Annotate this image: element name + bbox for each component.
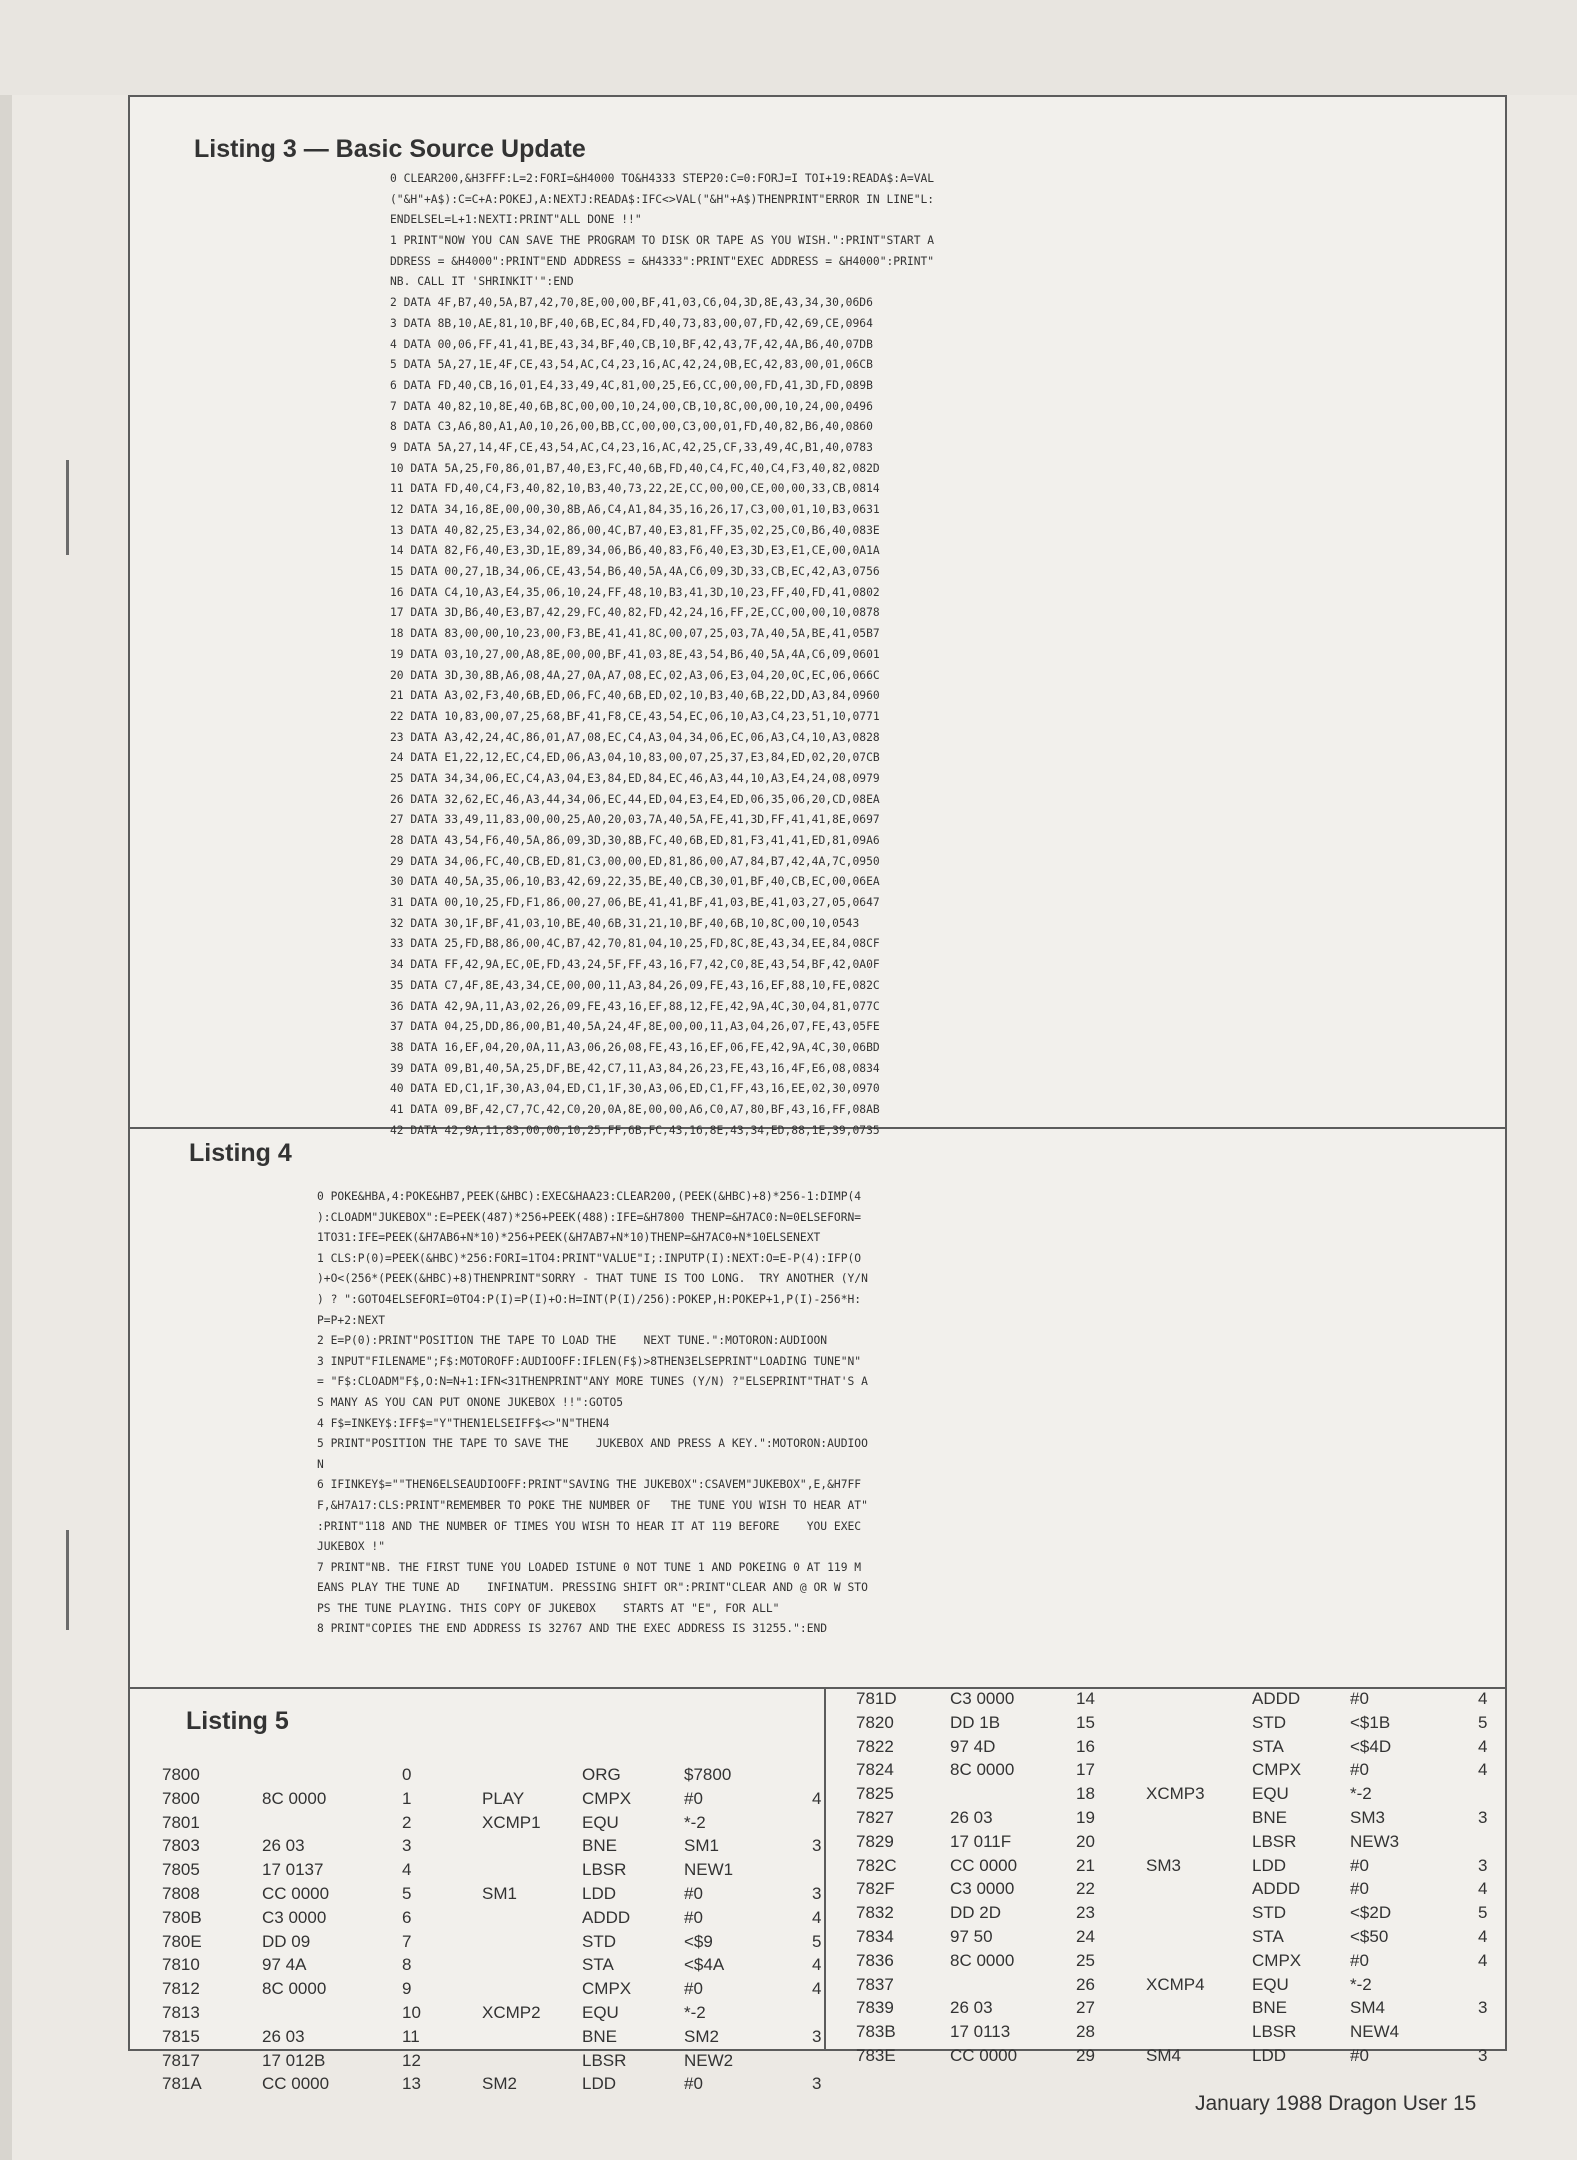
code-line: 25 DATA 34,34,06,EC,C4,A3,04,E3,84,ED,84,EC,46,A3,44,10,A3,E4,24,08,0979 [390, 771, 880, 785]
code-line: )+O<(256*(PEEK(&HBC)+8)THENPRINT"SORRY - THAT TUNE IS TOO LONG. TRY ANOTHER (Y/N [317, 1272, 868, 1286]
table-row [162, 1884, 847, 1908]
operand-cell: NEW4 [1350, 2022, 1400, 2042]
operand-cell: SM1 [684, 1836, 719, 1856]
operand-cell: NEW3 [1350, 1831, 1400, 1851]
code-line: 39 DATA 09,B1,40,5A,25,DF,BE,42,C7,11,A3,84,26,23,FE,43,16,4F,E6,08,0834 [390, 1061, 880, 1075]
mnemonic-cell: BNE [582, 2026, 617, 2046]
line-number-cell: 7 [402, 1931, 412, 1951]
table-row [162, 1932, 847, 1956]
opcode-cell: 8C 0000 [262, 1788, 327, 1808]
line-number-cell: 25 [1076, 1950, 1095, 1970]
address-cell: 780B [162, 1907, 202, 1927]
operand-cell: *-2 [684, 1812, 706, 1832]
cycles-cell: 4 [1478, 1689, 1488, 1708]
code-line: 22 DATA 10,83,00,07,25,68,BF,41,F8,CE,43,54,EC,06,10,A3,C4,23,51,10,0771 [390, 709, 880, 723]
table-row [856, 1689, 1488, 1713]
code-line: 0 POKE&HBA,4:POKE&HB7,PEEK(&HBC):EXEC&HAA23:CLEAR200,(PEEK(&HBC)+8)*256-1:DIMP(4 [317, 1190, 862, 1203]
line-number-cell: 23 [1076, 1903, 1095, 1923]
line-number-cell: 12 [402, 2050, 421, 2070]
cycles-cell: 3 [812, 2026, 822, 2046]
mnemonic-cell: STD [582, 1931, 616, 1951]
line-number-cell: 8 [402, 1955, 412, 1975]
operand-cell: SM3 [1350, 1807, 1385, 1827]
line-number-cell: 18 [1076, 1784, 1095, 1804]
operand-cell: <$9 [684, 1931, 713, 1951]
cycles-cell: 4 [812, 1788, 822, 1808]
code-line: JUKEBOX !" [317, 1540, 386, 1554]
operand-cell: #0 [1350, 1855, 1369, 1875]
line-number-cell: 19 [1076, 1807, 1095, 1827]
cycles-cell: 3 [812, 2074, 822, 2094]
label-cell: SM2 [482, 2074, 517, 2094]
line-number-cell: 15 [1076, 1712, 1095, 1732]
label-cell: PLAY [482, 1788, 525, 1808]
top-margin [0, 0, 1577, 95]
code-line: 21 DATA A3,02,F3,40,6B,ED,06,FC,40,6B,ED,02,10,B3,40,6B,22,DD,A3,84,0960 [390, 689, 880, 703]
line-number-cell: 3 [402, 1836, 412, 1856]
address-cell: 7801 [162, 1812, 200, 1832]
mnemonic-cell: ADDD [582, 1907, 631, 1927]
listings-panel [128, 95, 1507, 2094]
address-cell: 7836 [856, 1950, 894, 1970]
code-line: 4 DATA 00,06,FF,41,41,BE,43,34,BF,40,CB,10,BF,42,43,7F,42,4A,B6,40,07DB [390, 337, 873, 351]
cycles-cell: 5 [812, 1931, 822, 1951]
code-line: 19 DATA 03,10,27,00,A8,8E,00,00,BF,41,03,8E,43,54,B6,40,5A,4A,C6,09,0601 [390, 647, 880, 661]
address-cell: 783E [856, 2045, 896, 2065]
code-line: 1TO31:IFE=PEEK(&H7AB6+N*10)*256+PEEK(&H7AB7+N*10)THENP=&H7AC0+N*10ELSENEXT [317, 1231, 821, 1245]
address-cell: 7812 [162, 1979, 200, 1999]
table-row [162, 1955, 847, 1979]
mnemonic-cell: CMPX [582, 1979, 632, 1999]
operand-cell: <$1B [1350, 1712, 1391, 1732]
operand-cell: #0 [1350, 2045, 1369, 2065]
line-number-cell: 26 [1076, 1974, 1095, 1994]
operand-cell: #0 [1350, 1689, 1369, 1708]
line-number-cell: 4 [402, 1860, 412, 1880]
code-line: 13 DATA 40,82,25,E3,34,02,86,00,4C,B7,40,E3,81,FF,35,02,25,C0,B6,40,083E [390, 523, 880, 537]
address-cell: 780E [162, 1931, 202, 1951]
table-row [856, 1855, 1488, 1880]
address-cell: 7829 [856, 1831, 894, 1851]
mnemonic-cell: EQU [1252, 1784, 1289, 1804]
cycles-cell: 4 [812, 1979, 822, 1999]
address-cell: 781A [162, 2074, 202, 2094]
code-line: 1 CLS:P(0)=PEEK(&HBC)*256:FORI=1TO4:PRINT"VALUE"I;:INPUTP(I):NEXT:O=E-P(4):IFP(O [317, 1251, 862, 1265]
code-line: 14 DATA 82,F6,40,E3,3D,1E,89,34,06,B6,40,83,F6,40,E3,3D,E3,E1,CE,00,0A1A [390, 544, 880, 558]
operand-cell: #0 [684, 1883, 703, 1903]
table-row [162, 1979, 847, 2003]
mnemonic-cell: ORG [582, 1765, 621, 1784]
cycles-cell: 4 [1478, 1950, 1488, 1970]
code-line: 0 CLEAR200,&H3FFF:L=2:FORI=&H4000 TO&H4333 STEP20:C=0:FORJ=I TOI+19:READA$:A=VAL [390, 172, 935, 185]
mnemonic-cell: STA [1252, 1926, 1284, 1946]
label-cell: SM1 [482, 1883, 517, 1903]
code-line: F,&H7A17:CLS:PRINT"REMEMBER TO POKE THE NUMBER OF THE TUNE YOU WISH TO HEAR AT" [317, 1498, 868, 1512]
code-line: PS THE TUNE PLAYING. THIS COPY OF JUKEBOX STARTS AT "E", FOR ALL" [317, 1601, 780, 1615]
address-cell: 7803 [162, 1836, 200, 1856]
cycles-cell: 4 [1478, 1760, 1488, 1780]
code-line: 12 DATA 34,16,8E,00,00,30,8B,A6,C4,A1,84,35,16,26,17,C3,00,01,10,B3,0631 [390, 503, 880, 516]
line-number-cell: 29 [1076, 2045, 1095, 2065]
listing4-code [317, 1187, 868, 1640]
staple-mark-lower [66, 1530, 69, 1630]
table-row [162, 2074, 847, 2098]
mnemonic-cell: EQU [1252, 1974, 1289, 1994]
address-cell: 7824 [856, 1760, 894, 1780]
mnemonic-cell: STD [1252, 1712, 1286, 1732]
label-cell: XCMP2 [482, 2002, 541, 2022]
code-line: EANS PLAY THE TUNE AD INFINATUM. PRESSING SHIFT OR":PRINT"CLEAR AND @ OR W STO [317, 1581, 868, 1595]
line-number-cell: 0 [402, 1765, 412, 1784]
line-number-cell: 16 [1076, 1736, 1095, 1756]
opcode-cell: DD 2D [950, 1903, 1002, 1923]
code-line: 27 DATA 33,49,11,83,00,00,25,A0,20,03,7A,40,5A,FE,41,3D,FF,41,41,8E,0697 [390, 813, 880, 827]
listing5-table-left [162, 1765, 847, 2098]
label-cell: XCMP3 [1146, 1784, 1205, 1804]
address-cell: 7813 [162, 2002, 200, 2022]
operand-cell: *-2 [1350, 1784, 1372, 1804]
operand-cell: NEW2 [684, 2050, 734, 2070]
code-line: 3 DATA 8B,10,AE,81,10,BF,40,6B,EC,84,FD,40,73,83,00,07,FD,42,69,CE,0964 [390, 316, 873, 330]
code-line: 1 PRINT"NOW YOU CAN SAVE THE PROGRAM TO DISK OR TAPE AS YOU WISH.":PRINT"START A [390, 234, 935, 248]
cycles-cell: 3 [1478, 1998, 1488, 2018]
code-line: 42 DATA 42,9A,11,83,00,00,10,25,FF,6B,FC,43,16,8E,43,34,ED,88,1E,39,0735 [390, 1123, 880, 1137]
code-line: ("&H"+A$):C=C+A:POKEJ,A:NEXTJ:READA$:IFC<>VAL("&H"+A$)THENPRINT"ERROR IN LINE"L: [390, 192, 935, 206]
address-cell: 7827 [856, 1807, 894, 1827]
table-row [856, 2045, 1488, 2070]
line-number-cell: 24 [1076, 1926, 1095, 1946]
code-line: 11 DATA FD,40,C4,F3,40,82,10,B3,40,73,22,2E,CC,00,00,CE,00,00,33,CB,0814 [390, 482, 880, 496]
opcode-cell: CC 0000 [262, 1883, 330, 1903]
opcode-cell: 26 03 [262, 1836, 305, 1856]
mnemonic-cell: BNE [1252, 1998, 1287, 2018]
line-number-cell: 9 [402, 1979, 412, 1999]
line-number-cell: 2 [402, 1812, 412, 1832]
code-line: 10 DATA 5A,25,F0,86,01,B7,40,E3,FC,40,6B,FD,40,C4,FC,40,C4,F3,40,82,082D [390, 461, 880, 475]
code-line: 30 DATA 40,5A,35,06,10,B3,42,69,22,35,BE,40,CB,30,01,BF,40,CB,EC,00,06EA [390, 875, 880, 889]
cycles-cell: 3 [1478, 2045, 1488, 2065]
code-line: 4 F$=INKEY$:IFF$="Y"THEN1ELSEIFF$<>"N"THEN4 [317, 1416, 610, 1430]
table-row [162, 2027, 847, 2051]
code-line: 20 DATA 3D,30,8B,A6,08,4A,27,0A,A7,08,EC,02,A3,06,E3,04,20,0C,EC,06,066C [390, 668, 880, 682]
code-line: 18 DATA 83,00,00,10,23,00,F3,BE,41,41,8C,00,07,25,03,7A,40,5A,BE,41,05B7 [390, 627, 880, 641]
listing5-divider [824, 1687, 826, 2049]
address-cell: 7825 [856, 1784, 894, 1804]
mnemonic-cell: LBSR [582, 2050, 627, 2070]
operand-cell: <$4D [1350, 1736, 1392, 1756]
line-number-cell: 5 [402, 1883, 412, 1903]
line-number-cell: 11 [402, 2026, 420, 2046]
operand-cell: *-2 [684, 2002, 706, 2022]
code-line: 34 DATA FF,42,9A,EC,0E,FD,43,24,5F,FF,43,16,F7,42,C0,8E,43,54,BF,42,0A0F [390, 958, 880, 972]
opcode-cell: C3 0000 [950, 1689, 1015, 1708]
code-line: 7 PRINT"NB. THE FIRST TUNE YOU LOADED ISTUNE 0 NOT TUNE 1 AND POKEING 0 AT 119 M [317, 1560, 862, 1574]
code-line: 17 DATA 3D,B6,40,E3,B7,42,29,FC,40,82,FD,42,24,16,FF,2E,CC,00,00,10,0878 [390, 606, 880, 620]
table-row [856, 1975, 1476, 1999]
code-line: = "F$:CLOADM"F$,O:N=N+1:IFN<31THENPRINT"ANY MORE TUNES (Y/N) ?"ELSEPRINT"THAT'S A [317, 1375, 868, 1389]
opcode-cell: CC 0000 [950, 2045, 1018, 2065]
code-line: ENDELSEL=L+1:NEXTI:PRINT"ALL DONE !!" [390, 213, 642, 227]
code-line: 38 DATA 16,EF,04,20,0A,11,A3,06,26,08,FE,43,16,EF,06,FE,42,9A,4C,30,06BD [390, 1040, 880, 1054]
table-row [162, 1908, 847, 1932]
operand-cell: #0 [1350, 1760, 1369, 1780]
mnemonic-cell: LDD [1252, 1855, 1287, 1875]
opcode-cell: 17 0137 [262, 1860, 324, 1880]
mnemonic-cell: CMPX [1252, 1760, 1302, 1780]
operand-cell: #0 [684, 1788, 703, 1808]
mnemonic-cell: ADDD [1252, 1879, 1301, 1899]
code-line: 35 DATA C7,4F,8E,43,34,CE,00,00,11,A3,84,26,09,FE,43,16,EF,88,10,FE,082C [390, 978, 880, 992]
table-row [856, 1712, 1488, 1737]
operand-cell: $7800 [684, 1765, 732, 1784]
listing3-section [130, 97, 1505, 1137]
line-number-cell: 21 [1076, 1855, 1095, 1875]
cycles-cell: 5 [1478, 1903, 1488, 1923]
code-line: NB. CALL IT 'SHRINKIT'":END [390, 275, 574, 289]
mnemonic-cell: STA [1252, 1736, 1284, 1756]
table-row [162, 2051, 847, 2075]
mnemonic-cell: EQU [582, 2002, 619, 2022]
cycles-cell: 3 [1478, 1855, 1488, 1875]
code-line: 2 E=P(0):PRINT"POSITION THE TAPE TO LOAD THE NEXT TUNE.":MOTORON:AUDIOON [317, 1334, 828, 1348]
address-cell: 7815 [162, 2026, 200, 2046]
address-cell: 7822 [856, 1736, 894, 1756]
address-cell: 7800 [162, 1765, 200, 1784]
code-line: 28 DATA 43,54,F6,40,5A,86,09,3D,30,8B,FC,40,6B,ED,81,F3,41,41,ED,81,09A6 [390, 834, 880, 847]
table-row [162, 1860, 847, 1884]
mnemonic-cell: STA [582, 1955, 614, 1975]
table-row [162, 1765, 847, 1789]
cycles-cell: 3 [1478, 1807, 1488, 1827]
operand-cell: SM2 [684, 2026, 719, 2046]
line-number-cell: 10 [402, 2002, 421, 2022]
table-row [162, 2003, 847, 2027]
mnemonic-cell: BNE [582, 1836, 617, 1856]
listing5-table-right [856, 1689, 1488, 2070]
listing5-title: Listing 5 [186, 1707, 289, 1735]
code-line: 6 DATA FD,40,CB,16,01,E4,33,49,4C,81,00,25,E6,CC,00,00,FD,41,3D,FD,089B [390, 378, 873, 392]
mnemonic-cell: LBSR [1252, 2022, 1297, 2042]
code-line: 41 DATA 09,BF,42,C7,7C,42,C0,20,0A,8E,00,00,A6,C0,A7,80,BF,43,16,FF,08AB [390, 1102, 880, 1116]
opcode-cell: 17 012B [262, 2050, 326, 2070]
code-line: 36 DATA 42,9A,11,A3,02,26,09,FE,43,16,EF,88,12,FE,42,9A,4C,30,04,81,077C [390, 999, 880, 1013]
code-line: 23 DATA A3,42,24,4C,86,01,A7,08,EC,C4,A3,04,34,06,EC,06,A3,C4,10,A3,0828 [390, 730, 880, 744]
code-line: 9 DATA 5A,27,14,4F,CE,43,54,AC,C4,23,16,AC,42,25,CF,33,49,4C,B1,40,0783 [390, 440, 873, 454]
listing4-title: Listing 4 [189, 1139, 292, 1167]
code-line: 29 DATA 34,06,FC,40,CB,ED,81,C3,00,00,ED,81,86,00,A7,84,B7,42,4A,7C,0950 [390, 854, 880, 868]
opcode-cell: CC 0000 [262, 2074, 330, 2094]
opcode-cell: 97 4D [950, 1736, 996, 1756]
table-row [162, 1813, 847, 1837]
address-cell: 781D [856, 1689, 897, 1708]
table-row [856, 1832, 1476, 1856]
code-line: S MANY AS YOU CAN PUT ONONE JUKEBOX !!":GOTO5 [317, 1395, 624, 1409]
opcode-cell: C3 0000 [950, 1879, 1015, 1899]
code-line: 26 DATA 32,62,EC,46,A3,44,34,06,EC,44,ED,04,E3,E4,ED,06,35,06,20,CD,08EA [390, 792, 880, 806]
table-row [856, 1926, 1488, 1951]
operand-cell: #0 [1350, 1950, 1369, 1970]
cycles-cell: 4 [812, 1907, 822, 1927]
line-number-cell: 13 [402, 2074, 421, 2094]
opcode-cell: CC 0000 [950, 1855, 1018, 1875]
label-cell: SM3 [1146, 1855, 1181, 1875]
staple-mark-upper [66, 460, 69, 555]
mnemonic-cell: LBSR [582, 1860, 627, 1880]
opcode-cell: DD 1B [950, 1712, 1001, 1732]
mnemonic-cell: STD [1252, 1903, 1286, 1923]
operand-cell: #0 [684, 1907, 703, 1927]
table-row [162, 1836, 847, 1860]
line-number-cell: 6 [402, 1907, 412, 1927]
table-row [856, 1879, 1488, 1903]
operand-cell: <$4A [684, 1955, 725, 1975]
code-line: :PRINT"118 AND THE NUMBER OF TIMES YOU WISH TO HEAR IT AT 119 BEFORE YOU EXEC [317, 1519, 862, 1533]
code-line: 37 DATA 04,25,DD,86,00,B1,40,5A,24,4F,8E,00,00,11,A3,04,26,07,FE,43,05FE [390, 1020, 880, 1034]
code-line: 32 DATA 30,1F,BF,41,03,10,BE,40,6B,31,21,10,BF,40,6B,10,8C,00,10,0543 [390, 916, 860, 930]
address-cell: 7817 [162, 2050, 200, 2070]
address-cell: 782C [856, 1855, 897, 1875]
opcode-cell: 26 03 [950, 1807, 993, 1827]
operand-cell: *-2 [1350, 1974, 1372, 1994]
code-line: 16 DATA C4,10,A3,E4,35,06,10,24,FF,48,10,B3,41,3D,10,23,FF,40,FD,41,0802 [390, 585, 880, 599]
operand-cell: #0 [684, 1979, 703, 1999]
opcode-cell: 26 03 [262, 2026, 305, 2046]
address-cell: 7810 [162, 1955, 200, 1975]
table-row [856, 1998, 1488, 2022]
code-line: 6 IFINKEY$=""THEN6ELSEAUDIOOFF:PRINT"SAVING THE JUKEBOX":CSAVEM"JUKEBOX",E,&H7FF [317, 1478, 862, 1492]
listing4-section [130, 1127, 1505, 1689]
opcode-cell: 8C 0000 [950, 1950, 1015, 1970]
line-number-cell: 28 [1076, 2022, 1095, 2042]
code-line: 15 DATA 00,27,1B,34,06,CE,43,54,B6,40,5A,4A,C6,09,3D,33,CB,EC,42,A3,0756 [390, 565, 880, 579]
mnemonic-cell: ADDD [1252, 1689, 1301, 1708]
mnemonic-cell: LDD [582, 2074, 617, 2094]
table-row [856, 1760, 1488, 1784]
line-number-cell: 17 [1076, 1760, 1095, 1780]
code-line: ) ? ":GOTO4ELSEFORI=0TO4:P(I)=P(I)+O:H=INT(P(I)/256):POKEP,H:POKEP+1,P(I)-256*H: [317, 1292, 862, 1306]
code-line: N [317, 1457, 324, 1471]
operand-cell: SM4 [1350, 1998, 1385, 2018]
opcode-cell: C3 0000 [262, 1907, 327, 1927]
address-cell: 782F [856, 1879, 895, 1899]
code-line: 8 DATA C3,A6,80,A1,A0,10,26,00,BB,CC,00,00,C3,00,01,FD,40,82,B6,40,0860 [390, 420, 873, 434]
table-row [856, 1807, 1488, 1832]
cycles-cell: 4 [1478, 1879, 1488, 1899]
listing3-code [390, 169, 934, 1141]
code-line: 8 PRINT"COPIES THE END ADDRESS IS 32767 AND THE EXEC ADDRESS IS 31255.":END [317, 1622, 828, 1636]
address-cell: 7820 [856, 1712, 894, 1732]
code-line: 24 DATA E1,22,12,EC,C4,ED,06,A3,04,10,83,00,07,25,37,E3,84,ED,02,20,07CB [390, 751, 880, 765]
opcode-cell: 8C 0000 [262, 1979, 327, 1999]
code-line: 3 INPUT"FILENAME";F$:MOTOROFF:AUDIOOFF:IFLEN(F$)>8THEN3ELSEPRINT"LOADING TUNE"N" [317, 1354, 862, 1368]
opcode-cell: 26 03 [950, 1998, 993, 2018]
mnemonic-cell: CMPX [582, 1788, 632, 1808]
table-row [162, 1789, 847, 1813]
address-cell: 7808 [162, 1883, 200, 1903]
code-line: 5 DATA 5A,27,1E,4F,CE,43,54,AC,C4,23,16,AC,42,24,0B,EC,42,83,00,01,06CB [390, 358, 873, 372]
line-number-cell: 14 [1076, 1689, 1095, 1708]
label-cell: SM4 [1146, 2045, 1181, 2065]
mnemonic-cell: BNE [1252, 1807, 1287, 1827]
code-line: 33 DATA 25,FD,B8,86,00,4C,B7,42,70,81,04,10,25,FD,8C,8E,43,34,EE,84,08CF [390, 937, 880, 951]
address-cell: 7837 [856, 1974, 894, 1994]
opcode-cell: 8C 0000 [950, 1760, 1015, 1780]
operand-cell: <$2D [1350, 1903, 1392, 1923]
line-number-cell: 22 [1076, 1879, 1095, 1899]
code-line: DDRESS = &H4000":PRINT"END ADDRESS = &H4333":PRINT"EXEC ADDRESS = &H4000":PRINT" [390, 254, 935, 268]
code-line: P=P+2:NEXT [317, 1313, 386, 1327]
table-row [856, 1784, 1476, 1808]
address-cell: 7800 [162, 1788, 200, 1808]
code-line: 2 DATA 4F,B7,40,5A,B7,42,70,8E,00,00,BF,41,03,C6,04,3D,8E,43,34,30,06D6 [390, 296, 873, 310]
operand-cell: NEW1 [684, 1860, 734, 1880]
code-line: 5 PRINT"POSITION THE TAPE TO SAVE THE JUKEBOX AND PRESS A KEY.":MOTORON:AUDIOO [317, 1437, 868, 1451]
listing5-section [130, 1687, 1505, 2094]
address-cell: 7834 [856, 1926, 894, 1946]
opcode-cell: 17 011F [950, 1831, 1012, 1851]
code-line: 7 DATA 40,82,10,8E,40,6B,8C,00,00,10,24,00,CB,10,8C,00,00,10,24,00,0496 [390, 399, 873, 413]
table-row [856, 1736, 1488, 1761]
opcode-cell: 97 50 [950, 1926, 993, 1946]
code-line: 40 DATA ED,C1,1F,30,A3,04,ED,C1,1F,30,A3,06,ED,C1,FF,43,16,EE,02,30,0970 [390, 1082, 880, 1096]
code-line: 31 DATA 00,10,25,FD,F1,86,00,27,06,BE,41,41,BF,41,03,BE,41,03,27,05,0647 [390, 896, 880, 910]
line-number-cell: 20 [1076, 1831, 1095, 1851]
mnemonic-cell: CMPX [1252, 1950, 1302, 1970]
mnemonic-cell: LDD [1252, 2045, 1287, 2065]
label-cell: XCMP4 [1146, 1974, 1205, 1994]
operand-cell: #0 [684, 2074, 703, 2094]
cycles-cell: 4 [1478, 1736, 1488, 1756]
address-cell: 783B [856, 2022, 896, 2042]
opcode-cell: 97 4A [262, 1955, 307, 1975]
page-footer: January 1988 Dragon User 15 [1195, 2092, 1477, 2115]
opcode-cell: DD 09 [262, 1931, 311, 1951]
cycles-cell: 4 [812, 1955, 822, 1975]
code-line: ):CLOADM"JUKEBOX":E=PEEK(487)*256+PEEK(488):IFE=&H7800 THENP=&H7AC0:N=0ELSEFORN= [317, 1210, 862, 1224]
address-cell: 7832 [856, 1903, 894, 1923]
address-cell: 7805 [162, 1860, 200, 1880]
table-row [856, 1903, 1488, 1927]
mnemonic-cell: LBSR [1252, 1831, 1297, 1851]
cycles-cell: 3 [812, 1883, 822, 1903]
operand-cell: #0 [1350, 1879, 1369, 1899]
line-number-cell: 1 [402, 1788, 412, 1808]
cycles-cell: 5 [1478, 1712, 1488, 1732]
line-number-cell: 27 [1076, 1998, 1095, 2018]
address-cell: 7839 [856, 1998, 894, 2018]
table-row [856, 2022, 1476, 2046]
cycles-cell: 4 [1478, 1926, 1488, 1946]
page-spine [0, 0, 12, 2160]
label-cell: XCMP1 [482, 1812, 541, 1832]
opcode-cell: 17 0113 [950, 2022, 1011, 2042]
mnemonic-cell: EQU [582, 1812, 619, 1832]
mnemonic-cell: LDD [582, 1883, 617, 1903]
table-row [856, 1950, 1488, 1975]
operand-cell: <$50 [1350, 1926, 1389, 1946]
listing3-title: Listing 3 — Basic Source Update [194, 135, 586, 163]
cycles-cell: 3 [812, 1836, 822, 1856]
